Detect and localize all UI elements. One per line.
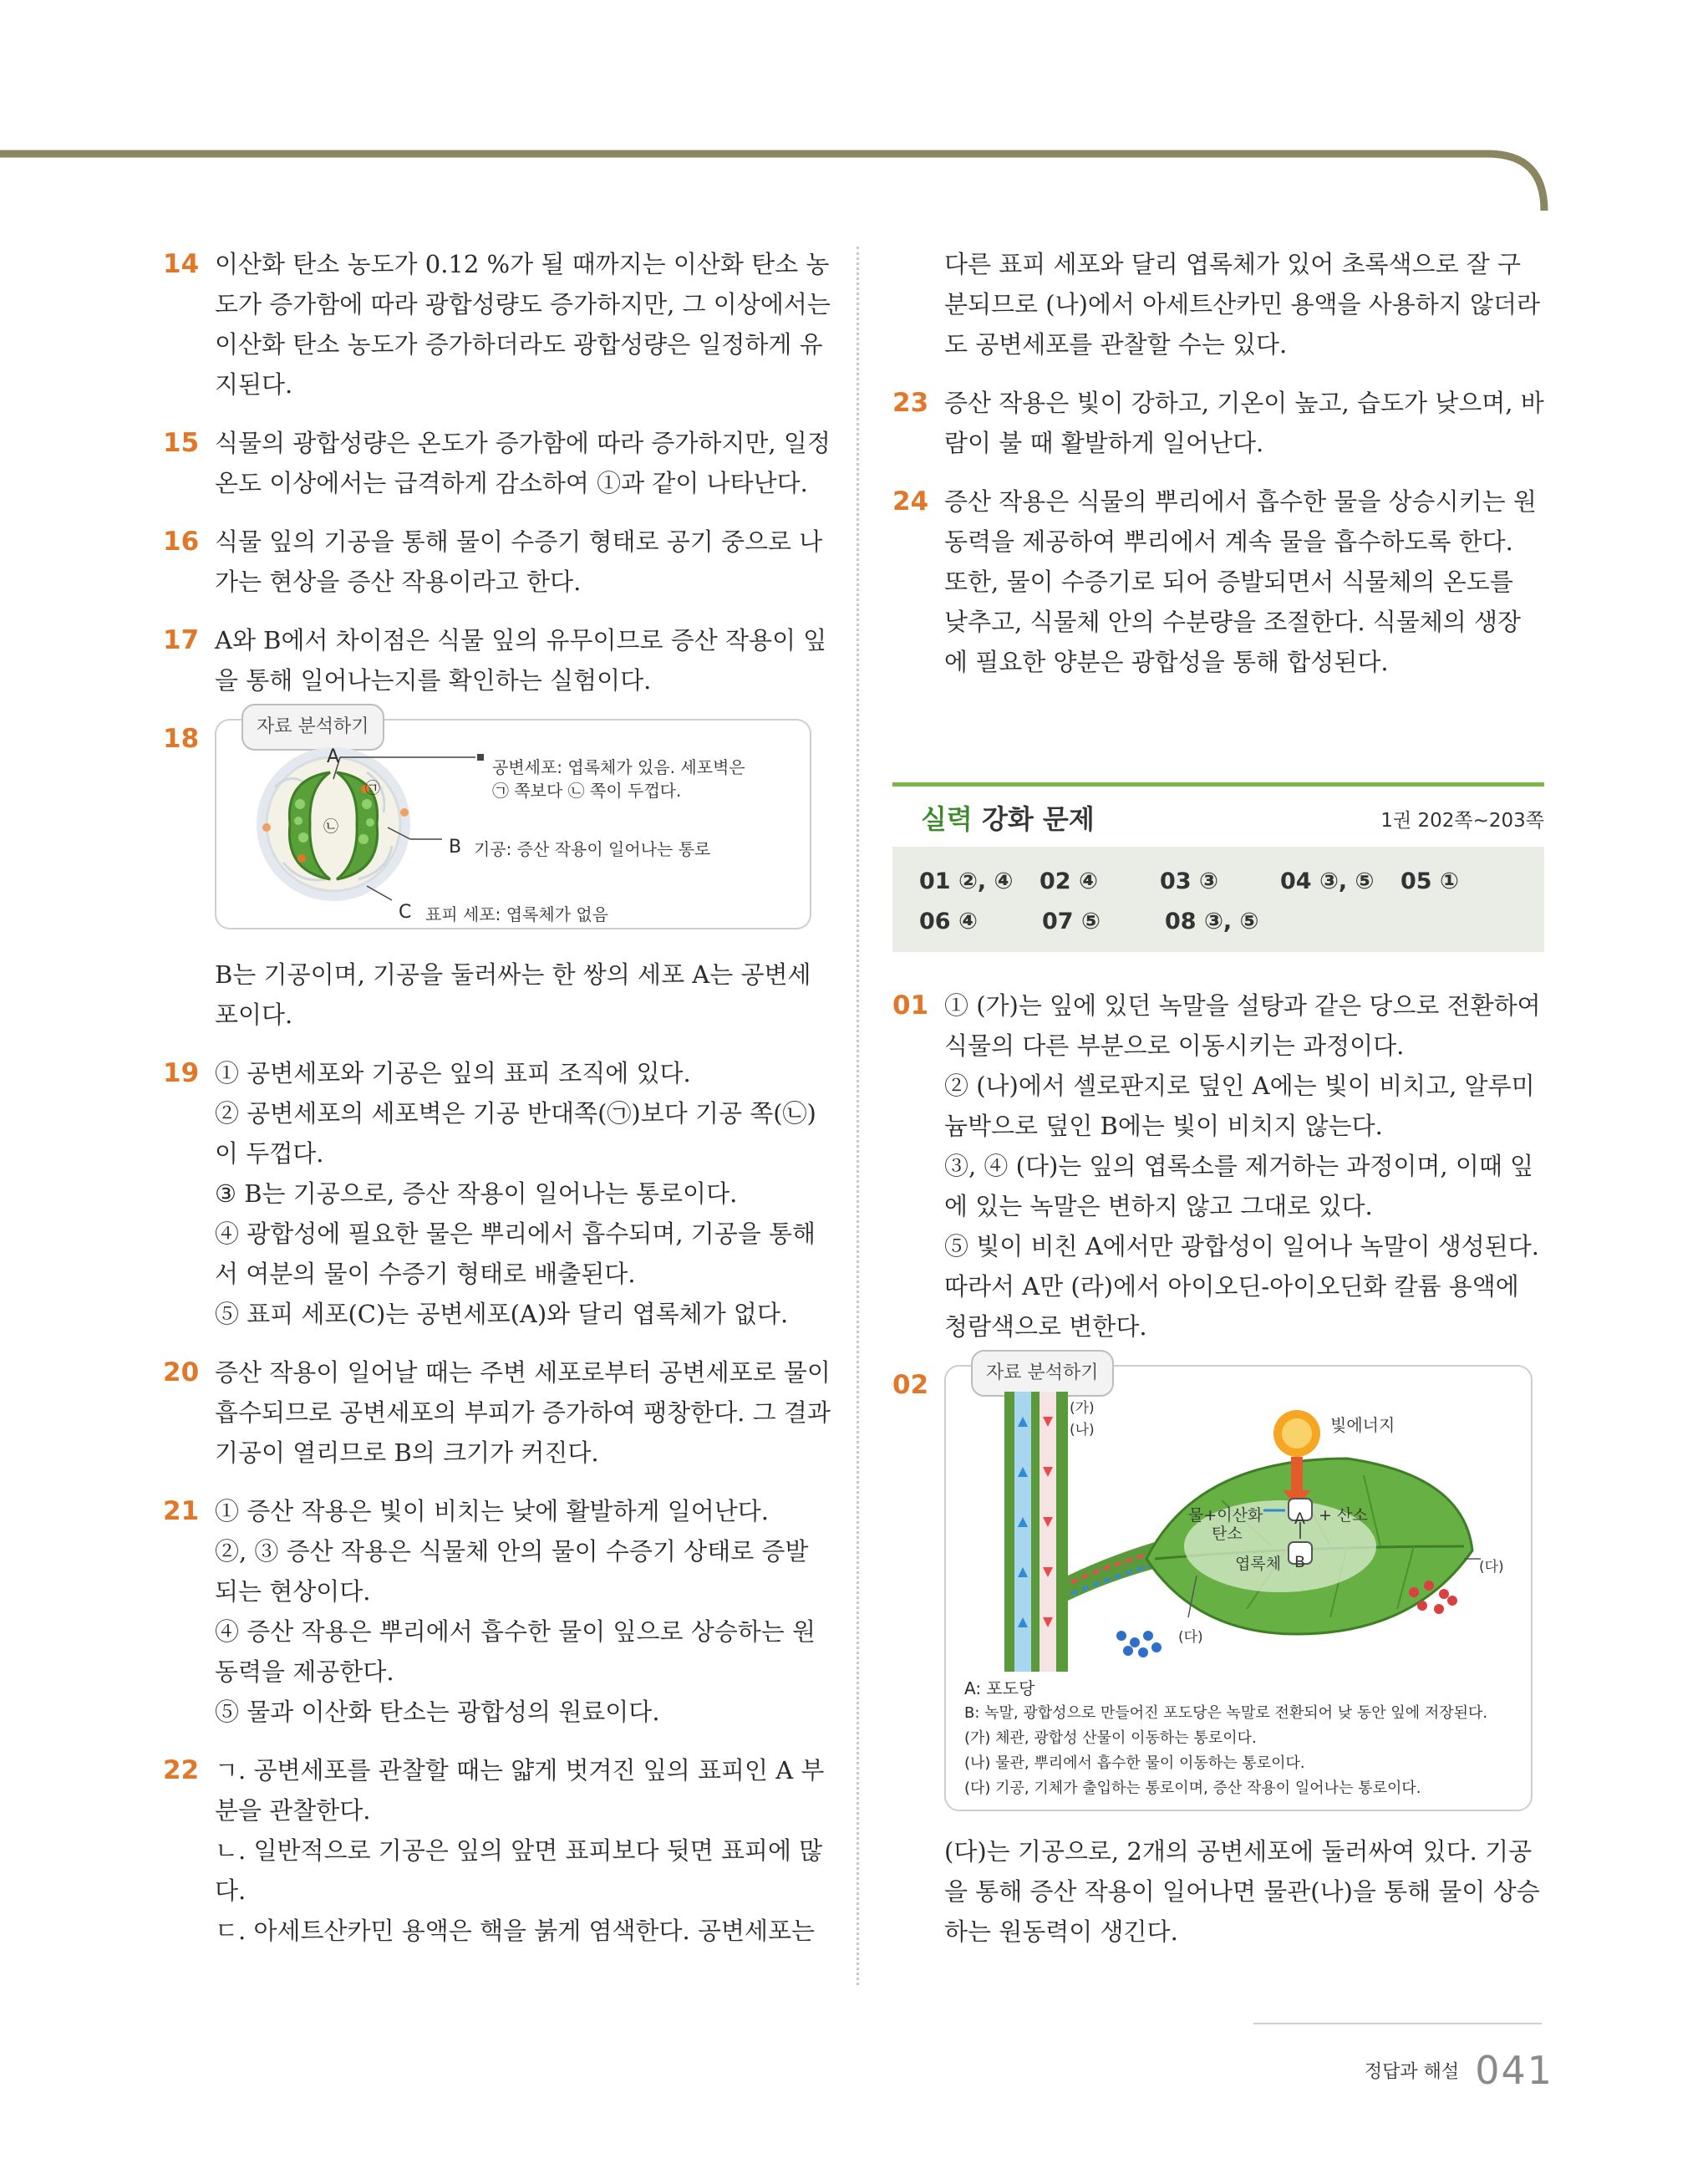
note-a2: ㉠ 쪽보다 ㉡ 쪽이 두껍다. [492,781,682,801]
line: ③, ④ (다)는 잎의 엽록소를 제거하는 과정이며, 이때 잎에 있는 녹말은 변하지 않고 그대로 있다. [944,1152,1534,1220]
answer-key-title [921,798,1095,837]
item-number: 18 [163,724,200,754]
right-column [892,244,1544,1970]
title-accent: 실력 [921,803,973,835]
label-ga: (가) [1070,1400,1095,1417]
answer-22-continued: 다른 표피 세포와 달리 엽록체가 있어 초록색으로 잘 구분되므로 (나)에서 아세트산카민 용액을 사용하지 않더라도 공변세포를 관찰할 수는 있다. [944,250,1541,359]
item-number: 24 [892,486,929,517]
answer-cell: 08 ③, ⑤ [1165,909,1259,934]
answer-r02 [892,1362,1544,1811]
item-text: 식물의 광합성량은 온도가 증가함에 따라 증가하지만, 일정 온도 이상에서는 급격하게 감소하여 ①과 같이 나타난다. [215,429,831,497]
item-number: 14 [163,249,200,279]
item-number: 20 [163,1357,200,1387]
label-o2: + 산소 [1319,1506,1368,1525]
answer-14 [163,244,831,405]
label-c: C [399,902,412,923]
left-column [163,244,831,1969]
label-na: (나) [1070,1422,1095,1438]
note-c: 표피 세포: 엽록체가 없음 [425,904,609,924]
answer-r01 [892,985,1544,1347]
line: ② (나)에서 셀로판지로 덮인 A에는 빛이 비치고, 알루미늄박으로 덮인 B에는 빛이 비치지 않는다. [944,1072,1535,1140]
column-divider [857,247,859,1985]
answer-19 [163,1053,831,1334]
legend-line: (나) 물관, 뿌리에서 흡수한 물이 이동하는 통로이다. [964,1754,1305,1772]
answer-cell: 02 ④ [1040,868,1098,894]
legend-line: A: 포도당 [964,1678,1035,1698]
label-chloroplast: 엽록체 [1235,1555,1282,1573]
stomata-figure [215,716,811,929]
label-g: ㉠ [365,780,380,797]
item-number: 23 [892,388,929,418]
page-reference: 1권 202쪽~203쪽 [1380,810,1544,832]
page-number: 041 [1475,2048,1553,2093]
label-reactant: 물+이산화 [1188,1506,1263,1525]
line: ① (가)는 잎에 있던 녹말을 설탕과 같은 당으로 전환하여 식물의 다른 부분으로 이동시키는 과정이다. [944,991,1541,1060]
answer-17 [163,620,831,700]
answer-key-box [892,782,1544,952]
item-number: 01 [892,990,929,1021]
item-text: 이산화 탄소 농도가 0.12 %가 될 때까지는 이산화 탄소 농도가 증가함에 따라 광합성량도 증가하지만, 그 이상에서는 이산화 탄소 농도가 증가하더라도 광합성량은 일정하게 유지된다. [215,250,831,399]
label-light: 빛에너지 [1330,1415,1395,1435]
answer-16 [163,522,831,602]
answer-cell: 01 ②, ④ [919,868,1014,894]
line: ① 공변세포와 기공은 잎의 표피 조직에 있다. [215,1059,691,1087]
line: ⑤ 표피 세포(C)는 공변세포(A)와 달리 엽록체가 없다. [215,1300,789,1328]
label-reactant2: 탄소 [1212,1525,1243,1543]
answer-15 [163,423,831,503]
line: ⑤ 물과 이산화 탄소는 광합성의 원료이다. [215,1698,660,1726]
answer-18 [163,716,831,929]
line: ㄱ. 공변세포를 관찰할 때는 얇게 벗겨진 잎의 표피인 A 부분을 관찰한다. [215,1756,825,1825]
line: ② 공변세포의 세포벽은 기공 반대쪽(㉠)보다 기공 쪽(㉡)이 두껍다. [215,1099,816,1168]
answer-cell: 05 ① [1400,868,1459,894]
line: ㄷ. 아세트산카민 용액은 핵을 붉게 염색한다. 공변세포는 [215,1917,816,1945]
legend-line: (다) 기공, 기체가 출입하는 통로이며, 증산 작용이 일어나는 통로이다. [964,1779,1421,1797]
answer-r02-text: (다)는 기공으로, 2개의 공변세포에 둘러싸여 있다. 기공을 통해 증산 작용이 일어나면 물관(나)을 통해 물이 상승하는 원동력이 생긴다. [944,1837,1540,1946]
answer-key-body [892,847,1544,952]
item-text: 증산 작용이 일어날 때는 주변 세포로부터 공변세포로 물이 흡수되므로 공변세포의 부피가 증가하여 팽창한다. 그 결과 기공이 열리므로 B의 크기가 커진다. [215,1358,831,1467]
line: ① 증산 작용은 빛이 비치는 낮에 활발하게 일어난다. [215,1497,770,1525]
label-n: ㉡ [323,818,338,836]
note-a1: 공변세포: 엽록체가 있음. 세포벽은 [492,757,745,777]
answer-row [919,862,1521,902]
line: ③ B는 기공으로, 증산 작용이 일어나는 통로이다. [215,1179,738,1208]
answer-23 [892,383,1544,463]
answer-21 [163,1491,831,1732]
item-number: 19 [163,1058,200,1088]
answer-row [919,902,1521,942]
item-text: 식물 잎의 기공을 통해 물이 수증기 형태로 공기 중으로 나가는 현상을 증산 작용이라고 한다. [215,527,823,596]
answer-cell: 06 ④ [919,909,978,934]
line: ④ 광합성에 필요한 물은 뿌리에서 흡수되며, 기공을 통해서 여분의 물이 수증기 형태로 배출된다. [215,1219,816,1288]
box-b-label: B [1294,1553,1306,1571]
answer-key-header [892,782,1544,847]
label-da-1: (다) [1479,1559,1504,1576]
answer-cell: 03 ③ [1160,868,1218,894]
answer-22 [163,1750,831,1951]
answer-cell: 07 ⑤ [1042,909,1101,934]
item-text: A와 B에서 차이점은 식물 잎의 유무이므로 증산 작용이 잎을 통해 일어나는지를 확인하는 실험이다. [215,626,827,695]
answer-24 [892,481,1544,682]
answer-20 [163,1352,831,1473]
legend-line: (가) 체관, 광합성 산물이 이동하는 통로이다. [964,1729,1257,1747]
title-rest: 강화 문제 [972,803,1095,835]
item-number: 02 [892,1370,929,1400]
figure-tag: 자료 분석하기 [971,1350,1114,1397]
line: ④ 증산 작용은 뿌리에서 흡수한 물이 잎으로 상승하는 원동력을 제공한다. [215,1617,816,1686]
figure-tag: 자료 분석하기 [241,704,384,751]
line: ㄴ. 일반적으로 기공은 잎의 앞면 표피보다 뒷면 표피에 많다. [215,1836,823,1905]
item-text: 증산 작용은 빛이 강하고, 기온이 높고, 습도가 낮으며, 바람이 불 때 활발하게 일어난다. [944,389,1544,457]
answer-cell: 04 ③, ⑤ [1280,868,1375,894]
label-b: B [449,837,462,858]
figure-legend [964,1676,1516,1801]
line: ⑤ 빛이 비친 A에서만 광합성이 일어나 녹말이 생성된다. 따라서 A만 (라)에서 아이오딘-아이오딘화 칼륨 용액에 청람색으로 변한다. [944,1232,1539,1341]
footer-label: 정답과 해설 [1364,2061,1460,2083]
legend-line: B: 녹말, 광합성으로 만들어진 포도당은 녹말로 전환되어 낮 동안 잎에 저장된다. [964,1704,1488,1722]
item-number: 16 [163,527,200,557]
header-band [0,0,1708,217]
item-number: 22 [163,1755,200,1785]
footer-rule [1253,2023,1542,2024]
item-number: 21 [163,1496,200,1526]
item-number: 17 [163,625,200,655]
label-a: A [327,746,340,767]
line: ②, ③ 증산 작용은 식물체 안의 물이 수증기 상태로 증발되는 현상이다. [215,1537,809,1606]
item-text: 증산 작용은 식물의 뿌리에서 흡수한 물을 상승시키는 원동력을 제공하여 뿌리에서 계속 물을 흡수하도록 한다. 또한, 물이 수증기로 되어 증발되면서 식물체의 온도를 낮추고, 식물체 안의 수분량을 조절한다. 식물체의 생장에 필요한 양분은 광합성을 통해 합성된다. [944,487,1537,676]
box-a-label: A [1294,1510,1305,1528]
note-b: 기공: 증산 작용이 일어나는 통로 [474,839,711,859]
footer [1365,2048,1553,2093]
photosynthesis-figure [944,1362,1533,1811]
answer-18-text: B는 기공이며, 기공을 둘러싸는 한 쌍의 세포 A는 공변세포이다. [215,960,811,1029]
label-da-2: (다) [1178,1629,1203,1646]
item-number: 15 [163,428,200,458]
